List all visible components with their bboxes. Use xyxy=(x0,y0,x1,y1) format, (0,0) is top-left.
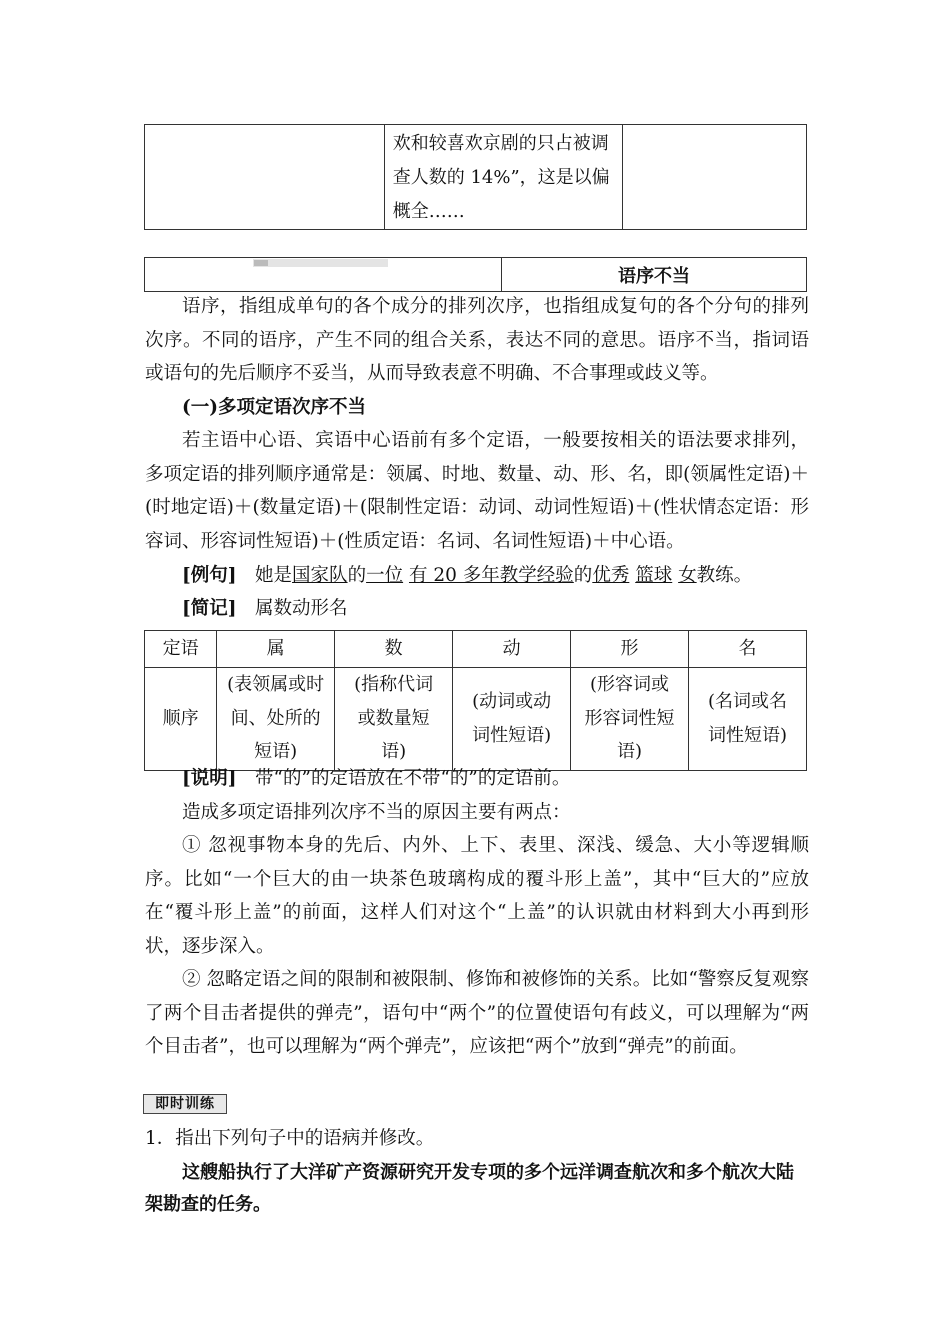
example-tag: [例句] xyxy=(182,565,237,586)
table-header-cell: 属 xyxy=(217,631,335,668)
placeholder-bar xyxy=(253,259,388,267)
memo-line xyxy=(145,592,809,626)
table-cell: (表领属或时间、处所的短语) xyxy=(217,667,335,770)
intro-paragraph: 语序，指组成单句的各个成分的排列次序，也指组成复句的各个分句的排列次序。不同的语序，产生不同的组合关系，表达不同的意思。语序不当，指词语或语句的先后顺序不妥当，从而导致表意不明确、不合事理或歧义等。 xyxy=(145,296,809,384)
table-cell-example-text: 欢和较喜欢京剧的只占被调查人数的 14%”，这是以偏概全…… xyxy=(384,125,622,230)
note-line xyxy=(145,762,809,796)
minus-icon xyxy=(254,260,268,266)
example-word-4: 优秀 xyxy=(592,565,630,586)
question-1: 1．指出下列句子中的语病并修改。 xyxy=(145,1128,435,1149)
table-row-label: 顺序 xyxy=(145,667,217,770)
example-word-1: 国家队 xyxy=(292,565,348,586)
memo-text: 属数动形名 xyxy=(255,598,348,619)
note-text: 带“的”的定语放在不带“的”的定语前。 xyxy=(255,768,571,789)
empty-cell-left xyxy=(145,125,385,230)
attribute-order-table xyxy=(144,630,807,771)
memo-tag: [简记] xyxy=(182,598,237,619)
example-word-6: 女 xyxy=(678,565,697,586)
section-title-table xyxy=(144,257,807,292)
table-header-cell: 名 xyxy=(688,631,806,668)
note-tag: [说明] xyxy=(182,768,237,789)
section-title: 语序不当 xyxy=(502,258,807,292)
practice-stamp: 即时训练 xyxy=(143,1094,227,1114)
reason-1-paragraph: ① 忽视事物本身的先后、内外、上下、表里、深浅、缓急、大小等逻辑顺序。比如“一个巨大的由一块茶色玻璃构成的覆斗形上盖”，其中“巨大的”应放在“覆斗形上盖”的前面，这样人们对这个“上盖”的认识就由材料到大小再到形状，逐步深入。 xyxy=(145,835,809,957)
table-header-cell: 数 xyxy=(335,631,453,668)
continued-table xyxy=(144,124,807,230)
table-cell: (动词或动词性短语) xyxy=(453,667,571,770)
example-post: 教练。 xyxy=(696,565,753,586)
empty-cell-right xyxy=(622,125,806,230)
question-1-sentence: 这艘船执行了大洋矿产资源研究开发专项的多个远洋调查航次和多个航次大陆架勘查的任务。 xyxy=(145,1162,794,1215)
table-header-cell: 形 xyxy=(571,631,689,668)
reason-2-paragraph: ② 忽略定语之间的限制和被限制、修饰和被修饰的关系。比如“警察反复观察了两个目击者提供的弹壳”，语句中“两个”的位置使语句有歧义，可以理解为“两个目击者”，也可以理解为“两个弹壳”，应该把“两个”放到“弹壳”的前面。 xyxy=(145,969,809,1057)
sub-heading: (一)多项定语次序不当 xyxy=(182,397,367,418)
example-pre: 她是 xyxy=(255,565,293,586)
example-connector-1: 的 xyxy=(347,565,367,586)
example-word-3: 有 20 多年教学经验 xyxy=(408,565,574,586)
example-connector-2: 的 xyxy=(573,565,593,586)
rule-paragraph: 若主语中心语、宾语中心语前有多个定语，一般要按相关的语法要求排列，多项定语的排列顺序通常是：领属、时地、数量、动、形、名，即(领属性定语)＋(时地定语)＋(数量定语)＋(限制性定语：动词、动词性短语)＋(性状情态定语：形容词、形容词性短语)＋(性质定语：名词、名词性短语)＋中心语。 xyxy=(145,430,809,552)
reasons-intro: 造成多项定语排列次序不当的原因主要有两点： xyxy=(182,802,571,823)
table-header-cell: 动 xyxy=(453,631,571,668)
table-cell: (指称代词或数量短语) xyxy=(335,667,453,770)
example-word-2: 一位 xyxy=(366,565,404,586)
table-header-cell: 定语 xyxy=(145,631,217,668)
table-cell: (形容词或形容词性短语) xyxy=(571,667,689,770)
example-word-5: 篮球 xyxy=(635,565,673,586)
example-line xyxy=(145,559,809,593)
table-cell: (名词或名词性短语) xyxy=(688,667,806,770)
